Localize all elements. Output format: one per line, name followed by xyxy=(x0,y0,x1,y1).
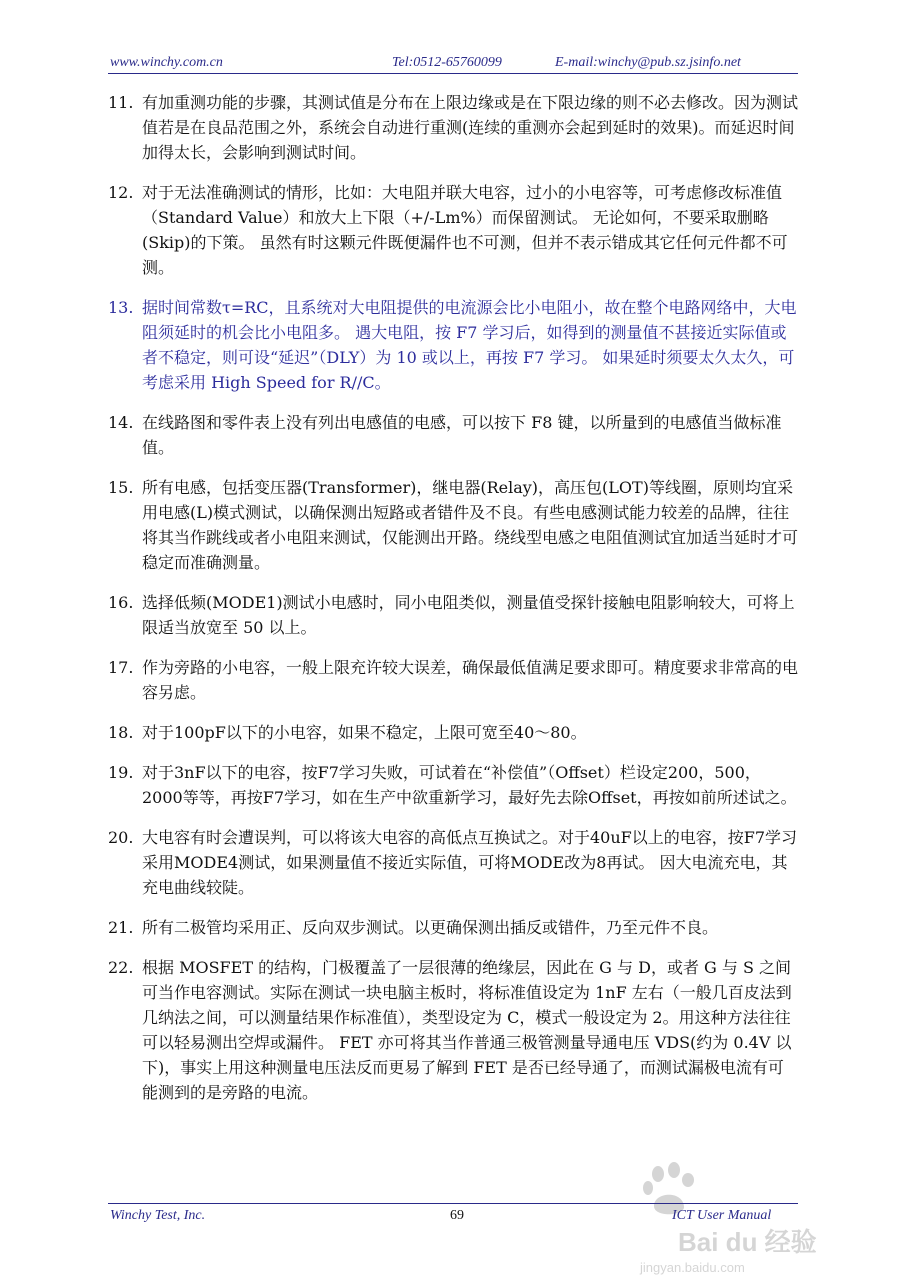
item-number: 14. xyxy=(108,413,134,432)
header-website: www.winchy.com.cn xyxy=(110,55,223,70)
list-item-15 xyxy=(108,475,798,575)
item-text: 所有电感，包括变压器(Transformer)，继电器(Relay)，高压包(LOT)等线圈，原则均宜采用电感(L)模式测试，以确保测出短路或者错件及不良。有些电感测试能力较差的品牌，往往将其当作跳线或者小电阻来测试，仅能测出开路。绕线型电感之电阻值测试宜加适当延时才可稳定而准确测量。 xyxy=(142,478,799,572)
list-item-16 xyxy=(108,590,798,640)
list-item-13 xyxy=(108,295,798,395)
item-number: 11. xyxy=(108,93,134,112)
item-number: 19. xyxy=(108,763,134,782)
footer-company: Winchy Test, Inc. xyxy=(110,1208,206,1223)
list-item-12 xyxy=(108,180,798,280)
item-text: 在线路图和零件表上没有列出电感值的电感，可以按下 F8 键，以所量到的电感值当做标准值。 xyxy=(142,413,782,457)
item-number: 22. xyxy=(108,958,134,977)
list-item-19 xyxy=(108,760,798,810)
page-header xyxy=(110,55,795,75)
item-number: 21. xyxy=(108,918,134,937)
list-item-11 xyxy=(108,90,798,165)
footer-manual: ICT User Manual xyxy=(672,1208,772,1223)
list-item-21 xyxy=(108,915,798,940)
watermark-brand: Bai du 经验 xyxy=(678,1227,817,1257)
item-text: 有加重测功能的步骤，其测试值是分布在上限边缘或是在下限边缘的则不必去修改。因为测试值若是在良品范围之外，系统会自动进行重测(连续的重测亦会起到延时的效果)。而延迟时间加得太长，会影响到测试时间。 xyxy=(142,93,799,162)
item-number: 20. xyxy=(108,828,134,847)
item-text: 对于3nF以下的电容，按F7学习失败，可试着在“补偿值”（Offset）栏设定200，500，2000等等，再按F7学习，如在生产中欲重新学习，最好先去除Offset，再按如前所述试之。 xyxy=(142,763,797,807)
list-item-20 xyxy=(108,825,798,900)
item-number: 18. xyxy=(108,723,134,742)
item-text: 选择低频(MODE1)测试小电感时，同小电阻类似，测量值受探针接触电阻影响较大，可将上限适当放宽至 50 以上。 xyxy=(142,593,795,637)
document-body xyxy=(108,90,798,1120)
item-number: 17. xyxy=(108,658,134,677)
page-number: 69 xyxy=(450,1208,464,1223)
item-number: 16. xyxy=(108,593,134,612)
item-number: 12. xyxy=(108,183,134,202)
footer-rule xyxy=(108,1203,798,1204)
item-text: 根据 MOSFET 的结构，门极覆盖了一层很薄的绝缘层，因此在 G 与 D，或者 G 与 S 之间可当作电容测试。实际在测试一块电脑主板时，将标准值设定为 1nF 左右（一般几百皮法到几纳法之间，可以测量结果作标准值），类型设定为 C，模式一般设定为 2。用这种方法往往可以轻易测出空焊或漏件。 FET 亦可将其当作普通三极管测量导通电压 VDS(约为 0.4V 以下)，事实上用这种测量电压法反而更易了解到 FET 是否已经导通了，而测试漏极电流有可能测到的是旁路的电流。 xyxy=(142,958,792,1102)
list-item-18 xyxy=(108,720,798,745)
header-email: E-mail:winchy@pub.sz.jsinfo.net xyxy=(555,55,741,70)
item-text: 所有二极管均采用正、反向双步测试。以更确保测出插反或错件，乃至元件不良。 xyxy=(142,918,719,937)
watermark-url: jingyan.baidu.com xyxy=(640,1260,745,1275)
item-text: 据时间常数τ=RC，且系统对大电阻提供的电流源会比小电阻小，故在整个电路网络中，大电阻须延时的机会比小电阻多。 遇大电阻，按 F7 学习后，如得到的测量值不甚接近实际值或者不稳定，则可设“延迟”（DLY）为 10 或以上，再按 F7 学习。 如果延时须要太久太久，可考虑采用 High Speed for R//C。 xyxy=(142,298,797,392)
list-item-14 xyxy=(108,410,798,460)
header-tel: Tel:0512-65760099 xyxy=(392,55,502,70)
item-text: 大电容有时会遭误判，可以将该大电容的高低点互换试之。对于40uF以上的电容，按F7学习采用MODE4测试，如果测量值不接近实际值，可将MODE改为8再试。 因大电流充电，其充电曲线较陡。 xyxy=(142,828,798,897)
item-number: 13. xyxy=(108,298,134,317)
item-text: 对于无法准确测试的情形，比如：大电阻并联大电容，过小的小电容等，可考虑修改标准值（Standard Value）和放大上下限（+/-Lm%）而保留测试。 无论如何，不要采取删略(Skip)的下策。 虽然有时这颗元件既便漏件也不可测，但并不表示错成其它任何元件都不可测。 xyxy=(142,183,788,277)
item-text: 对于100pF以下的小电容，如果不稳定，上限可宽至40～80。 xyxy=(142,723,587,742)
list-item-17 xyxy=(108,655,798,705)
list-item-22 xyxy=(108,955,798,1105)
header-rule xyxy=(108,73,798,74)
item-number: 15. xyxy=(108,478,134,497)
item-text: 作为旁路的小电容，一般上限充许较大误差，确保最低值满足要求即可。精度要求非常高的电容另虑。 xyxy=(142,658,799,702)
